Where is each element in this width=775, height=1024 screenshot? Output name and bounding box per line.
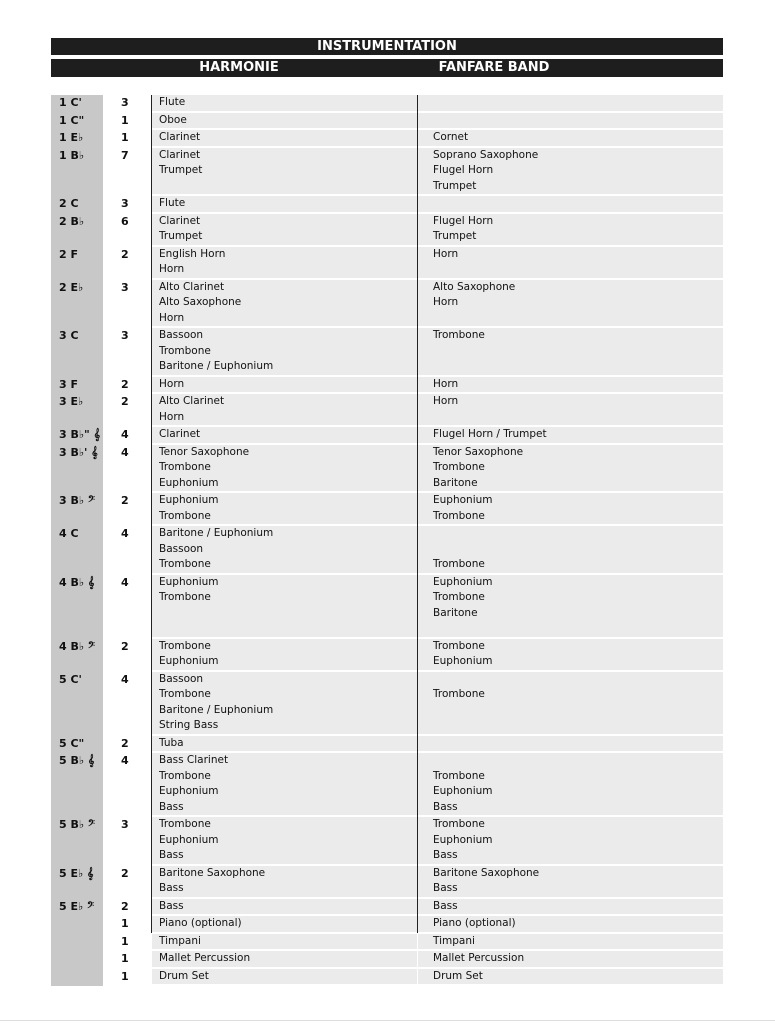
harmonie-instrument: Bass Clarinet — [159, 754, 229, 766]
harmonie-cell — [152, 899, 417, 915]
part-key: 3 F — [59, 377, 78, 391]
harmonie-instrument: Euphonium — [159, 494, 219, 506]
part-key: 1 E♭ — [59, 131, 84, 144]
fanfare-instrument: Baritone — [433, 476, 478, 489]
part-count: 4 — [121, 445, 129, 459]
fanfare-instrument: Trombone — [433, 509, 485, 522]
harmonie-instrument: Alto Clarinet — [159, 395, 225, 407]
fanfare-instrument: Bass — [433, 849, 458, 861]
harmonie-instrument: Piano (optional) — [159, 917, 242, 929]
harmonie-instrument: Euphonium — [159, 833, 219, 846]
harmonie-instrument: Trombone — [159, 769, 211, 782]
part-key: 2 C — [59, 197, 79, 210]
harmonie-instrument: Clarinet — [159, 428, 201, 440]
harmonie-instrument: English Horn — [159, 247, 226, 260]
fanfare-instrument: Horn — [433, 395, 459, 407]
part-key: 2 E♭ — [59, 280, 84, 294]
part-count: 2 — [121, 247, 129, 261]
part-count: 7 — [121, 148, 129, 162]
harmonie-instrument: Trombone — [159, 818, 211, 830]
part-key-cell — [51, 934, 103, 952]
fanfare-instrument: Euphonium — [433, 785, 493, 797]
fanfare-instrument: Piano (optional) — [433, 917, 516, 929]
part-count: 3 — [121, 96, 129, 109]
harmonie-instrument: Flute — [159, 96, 186, 108]
part-count: 2 — [121, 395, 129, 408]
fanfare-instrument: Trombone — [433, 688, 485, 700]
part-count: 4 — [121, 754, 129, 767]
part-key-cell — [51, 951, 103, 969]
part-key: 4 B♭ 𝄞 — [59, 575, 95, 589]
harmonie-cell — [152, 196, 417, 212]
harmonie-instrument: Bassoon — [159, 329, 204, 341]
part-count: 3 — [121, 329, 129, 342]
fanfare-instrument: Trombone — [433, 558, 485, 570]
fanfare-instrument: Bass — [433, 800, 458, 813]
part-key: 4 B♭ 𝄢 — [59, 639, 95, 653]
part-key: 5 C" — [59, 736, 85, 750]
part-count: 4 — [121, 575, 129, 589]
part-count: 3 — [121, 818, 129, 831]
harmonie-instrument: Oboe — [159, 113, 187, 126]
fanfare-instrument: Cornet — [433, 131, 469, 143]
part-key: 5 B♭ 𝄢 — [59, 818, 95, 831]
harmonie-instrument: Baritone / Euphonium — [159, 360, 274, 372]
fanfare-instrument: Baritone Saxophone — [433, 866, 540, 879]
part-key-cell — [51, 969, 103, 987]
harmonie-instrument: Trombone — [159, 688, 211, 700]
harmonie-instrument: Trombone — [159, 639, 211, 652]
part-count: 2 — [121, 494, 129, 507]
part-count: 1 — [121, 934, 129, 948]
harmonie-instrument: Trombone — [159, 461, 211, 473]
harmonie-instrument: Baritone / Euphonium — [159, 527, 274, 539]
fanfare-instrument: Bass — [433, 882, 458, 894]
fanfare-instrument: Trombone — [433, 329, 485, 341]
part-count: 1 — [121, 917, 129, 930]
harmonie-instrument: Euphonium — [159, 575, 219, 588]
harmonie-instrument: Clarinet — [159, 214, 201, 227]
part-count: 3 — [121, 280, 129, 294]
part-count: 1 — [121, 952, 129, 965]
fanfare-instrument: Flugel Horn / Trumpet — [433, 428, 547, 440]
harmonie-instrument: Baritone Saxophone — [159, 866, 266, 879]
fanfare-instrument: Euphonium — [433, 833, 493, 846]
fanfare-cell — [418, 113, 723, 129]
fanfare-instrument: Bass — [433, 899, 458, 912]
column-header-harmonie: HARMONIE — [199, 60, 279, 75]
fanfare-cell — [418, 899, 723, 915]
fanfare-instrument: Trombone — [433, 818, 485, 830]
part-count: 4 — [121, 672, 129, 686]
harmonie-instrument: Bassoon — [159, 542, 204, 555]
harmonie-instrument: Tuba — [159, 736, 184, 749]
part-key: 3 E♭ — [59, 395, 84, 408]
part-count: 3 — [121, 197, 129, 210]
part-count: 1 — [121, 131, 129, 144]
fanfare-instrument: Horn — [433, 247, 459, 260]
part-key: 1 C' — [59, 96, 82, 109]
part-count: 4 — [121, 527, 129, 540]
part-count: 6 — [121, 214, 129, 228]
part-key-cell — [51, 916, 103, 934]
harmonie-instrument: Flute — [159, 197, 186, 209]
harmonie-instrument: Horn — [159, 263, 185, 275]
fanfare-instrument: Soprano Saxophone — [433, 148, 539, 161]
harmonie-instrument: Mallet Percussion — [159, 952, 251, 964]
fanfare-cell — [418, 736, 723, 752]
harmonie-instrument: Trombone — [159, 344, 211, 357]
harmonie-instrument: Trombone — [159, 591, 211, 603]
harmonie-instrument: Bass — [159, 882, 184, 894]
fanfare-cell — [418, 672, 723, 734]
fanfare-instrument: Flugel Horn — [433, 164, 494, 176]
part-key: 2 F — [59, 247, 78, 261]
fanfare-instrument: Timpani — [433, 934, 475, 947]
part-count: 2 — [121, 866, 129, 880]
part-count: 2 — [121, 899, 129, 913]
harmonie-instrument: Bass — [159, 899, 184, 912]
harmonie-cell — [152, 95, 417, 111]
harmonie-instrument: Euphonium — [159, 476, 219, 489]
part-key: 3 B♭' 𝄞 — [59, 445, 98, 459]
page-bottom-rule — [0, 1020, 775, 1021]
fanfare-instrument: Euphonium — [433, 575, 493, 588]
harmonie-instrument: Tenor Saxophone — [159, 445, 250, 458]
harmonie-instrument: Bass — [159, 849, 184, 861]
harmonie-cell — [152, 113, 417, 129]
harmonie-instrument: Trumpet — [159, 230, 203, 242]
part-key: 3 B♭ 𝄢 — [59, 494, 95, 507]
harmonie-instrument: Euphonium — [159, 785, 219, 797]
fanfare-instrument: Tenor Saxophone — [433, 445, 524, 458]
part-key: 5 C' — [59, 672, 82, 686]
fanfare-cell — [418, 196, 723, 212]
harmonie-cell — [152, 377, 417, 393]
fanfare-cell — [418, 95, 723, 111]
fanfare-instrument: Baritone — [433, 606, 478, 619]
fanfare-instrument: Trombone — [433, 461, 485, 473]
part-key: 2 B♭ — [59, 214, 85, 228]
part-key: 5 E♭ 𝄞 — [59, 866, 94, 880]
part-count: 2 — [121, 736, 129, 750]
part-key: 1 B♭ — [59, 148, 85, 162]
part-count: 1 — [121, 969, 129, 983]
column-divider-right — [417, 95, 418, 933]
part-key: 3 C — [59, 329, 79, 342]
harmonie-instrument: String Bass — [159, 719, 219, 731]
fanfare-cell — [418, 377, 723, 393]
harmonie-instrument: Timpani — [159, 934, 201, 947]
part-count: 2 — [121, 639, 129, 653]
fanfare-instrument: Trombone — [433, 639, 485, 652]
fanfare-instrument: Drum Set — [433, 969, 483, 982]
instrumentation-title: INSTRUMENTATION — [51, 38, 723, 55]
harmonie-instrument: Horn — [159, 410, 185, 423]
harmonie-instrument: Trombone — [159, 509, 211, 522]
fanfare-instrument: Euphonium — [433, 655, 493, 667]
harmonie-instrument: Horn — [159, 377, 185, 390]
part-key: 1 C" — [59, 113, 85, 127]
part-count: 1 — [121, 113, 129, 127]
column-divider-left — [151, 95, 152, 933]
fanfare-instrument: Alto Saxophone — [433, 280, 516, 293]
fanfare-instrument: Trombone — [433, 769, 485, 782]
part-count: 4 — [121, 428, 129, 441]
column-header-fanfare: FANFARE BAND — [438, 60, 550, 75]
part-count: 2 — [121, 377, 129, 391]
fanfare-instrument: Horn — [433, 377, 459, 390]
harmonie-instrument: Alto Saxophone — [159, 296, 242, 308]
fanfare-instrument: Horn — [433, 296, 459, 308]
harmonie-instrument: Drum Set — [159, 969, 209, 982]
fanfare-instrument: Euphonium — [433, 494, 493, 506]
fanfare-cell — [418, 394, 723, 425]
fanfare-instrument: Trumpet — [433, 230, 477, 242]
part-key: 4 C — [59, 527, 79, 540]
part-key: 5 B♭ 𝄞 — [59, 754, 95, 767]
fanfare-instrument: Trombone — [433, 591, 485, 603]
harmonie-instrument: Trombone — [159, 558, 211, 570]
harmonie-instrument: Euphonium — [159, 655, 219, 667]
fanfare-cell — [418, 247, 723, 278]
harmonie-instrument: Clarinet — [159, 148, 201, 161]
fanfare-instrument: Mallet Percussion — [433, 952, 525, 964]
harmonie-instrument: Trumpet — [159, 164, 203, 176]
harmonie-instrument: Bassoon — [159, 672, 204, 685]
part-key: 3 B♭" 𝄞 — [59, 428, 101, 441]
harmonie-cell — [152, 736, 417, 752]
harmonie-instrument: Bass — [159, 800, 184, 813]
part-key: 5 E♭ 𝄢 — [59, 899, 95, 913]
harmonie-instrument: Alto Clarinet — [159, 280, 225, 293]
fanfare-instrument: Flugel Horn — [433, 214, 494, 227]
fanfare-instrument: Trumpet — [433, 179, 477, 192]
harmonie-instrument: Baritone / Euphonium — [159, 703, 274, 716]
harmonie-instrument: Horn — [159, 311, 185, 324]
harmonie-instrument: Clarinet — [159, 131, 201, 143]
